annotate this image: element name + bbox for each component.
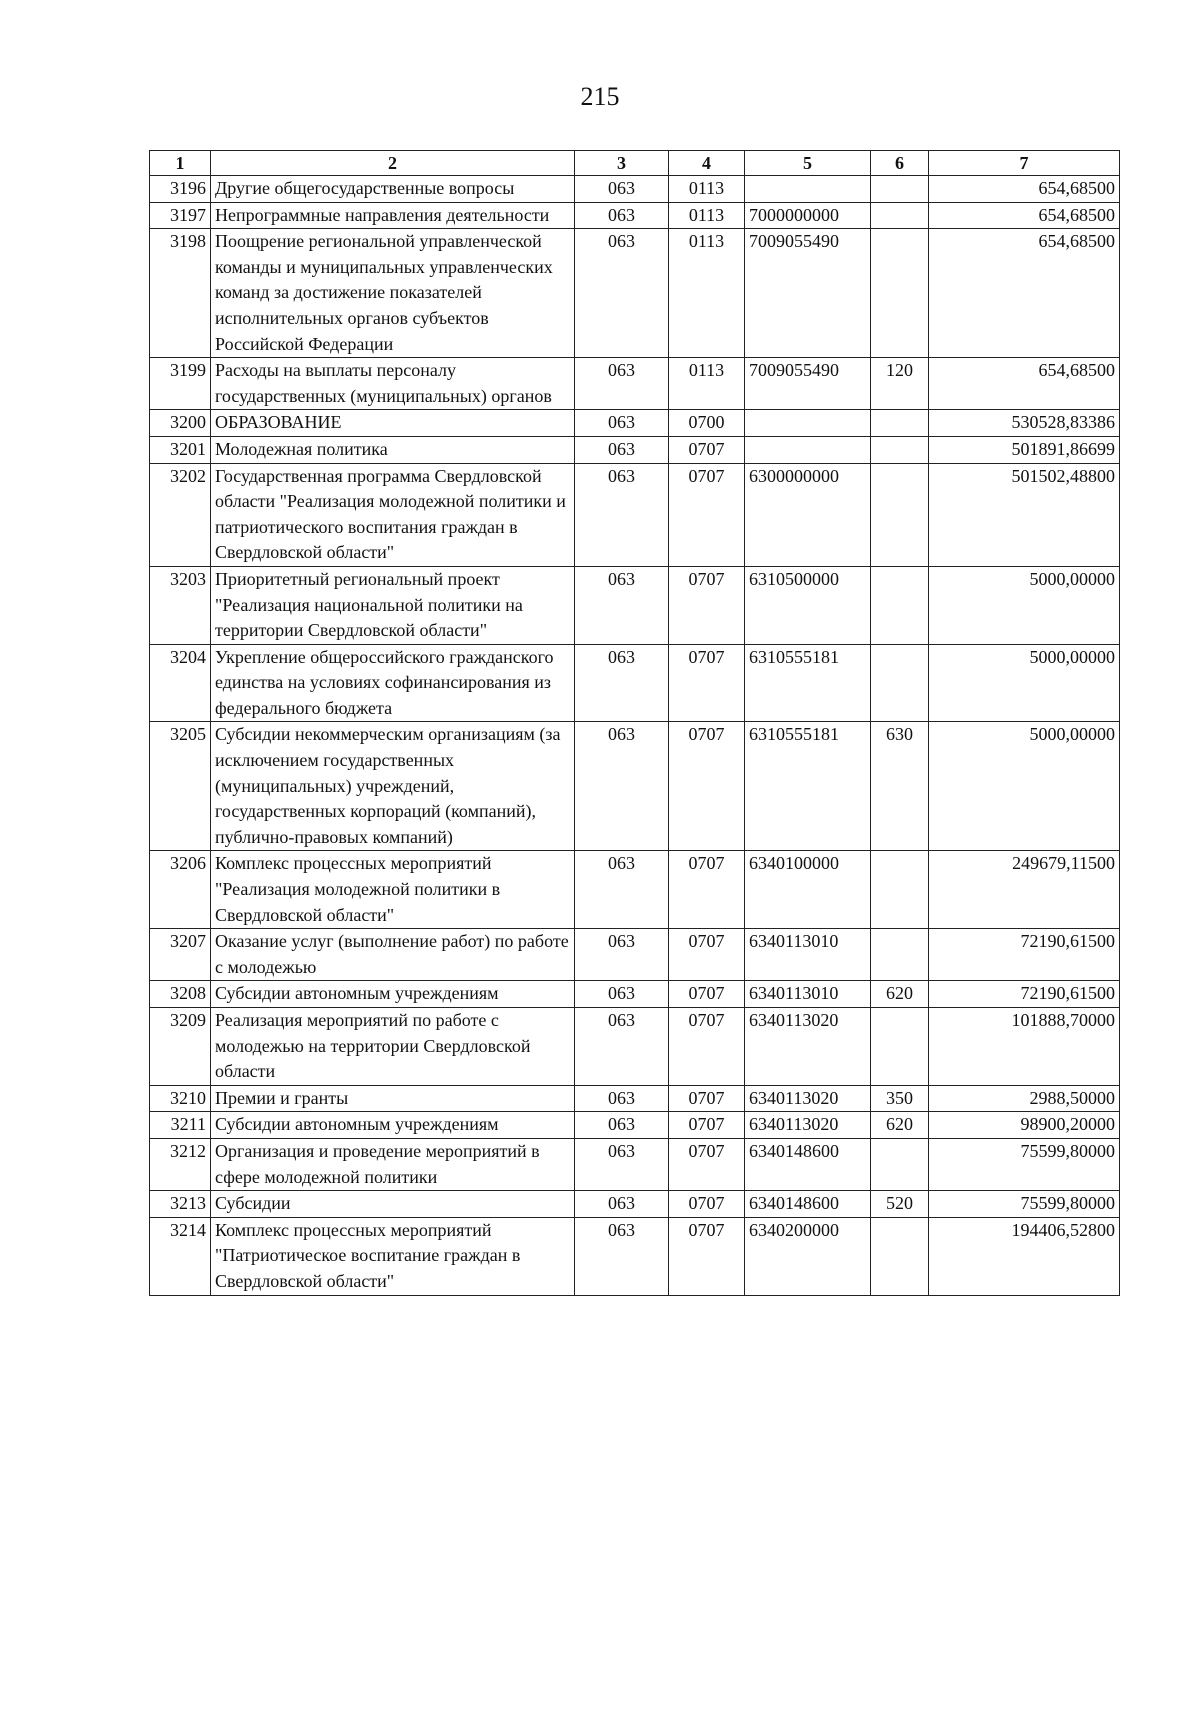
- column-header: 4: [669, 151, 745, 176]
- table-row: [150, 929, 1120, 981]
- row-number: 3196: [150, 176, 211, 203]
- table-row: [150, 202, 1120, 229]
- department-code: 063: [575, 410, 669, 437]
- target-article-code: 6310500000: [745, 566, 871, 644]
- department-code: 063: [575, 722, 669, 851]
- row-number: 3210: [150, 1085, 211, 1112]
- department-code: 063: [575, 981, 669, 1008]
- amount: 5000,00000: [929, 644, 1120, 722]
- expense-type-code: [871, 202, 929, 229]
- table-row: [150, 1112, 1120, 1139]
- table-row: [150, 722, 1120, 851]
- target-article-code: 6300000000: [745, 463, 871, 566]
- item-name: Другие общегосударственные вопросы: [211, 176, 575, 203]
- row-number: 3212: [150, 1138, 211, 1190]
- amount: 249679,11500: [929, 851, 1120, 929]
- amount: 194406,52800: [929, 1217, 1120, 1295]
- section-code: 0707: [669, 1191, 745, 1218]
- section-code: 0707: [669, 981, 745, 1008]
- department-code: 063: [575, 1191, 669, 1218]
- section-code: 0707: [669, 566, 745, 644]
- department-code: 063: [575, 202, 669, 229]
- section-code: 0707: [669, 436, 745, 463]
- table-row: [150, 981, 1120, 1008]
- row-number: 3204: [150, 644, 211, 722]
- section-code: 0113: [669, 358, 745, 410]
- section-code: 0113: [669, 176, 745, 203]
- expense-type-code: [871, 1138, 929, 1190]
- expense-type-code: [871, 176, 929, 203]
- table-row: [150, 358, 1120, 410]
- table-row: [150, 851, 1120, 929]
- expense-type-code: [871, 566, 929, 644]
- item-name: ОБРАЗОВАНИЕ: [211, 410, 575, 437]
- department-code: 063: [575, 229, 669, 358]
- department-code: 063: [575, 851, 669, 929]
- target-article-code: 6340113020: [745, 1112, 871, 1139]
- target-article-code: 6340200000: [745, 1217, 871, 1295]
- target-article-code: 6340148600: [745, 1138, 871, 1190]
- expense-type-code: 620: [871, 1112, 929, 1139]
- department-code: 063: [575, 1217, 669, 1295]
- expense-type-code: [871, 929, 929, 981]
- amount: 5000,00000: [929, 722, 1120, 851]
- item-name: Расходы на выплаты персоналу государственных (муниципальных) органов: [211, 358, 575, 410]
- target-article-code: 6340113010: [745, 929, 871, 981]
- department-code: 063: [575, 1138, 669, 1190]
- department-code: 063: [575, 463, 669, 566]
- amount: 5000,00000: [929, 566, 1120, 644]
- expense-type-code: 630: [871, 722, 929, 851]
- row-number: 3209: [150, 1008, 211, 1086]
- target-article-code: 7009055490: [745, 358, 871, 410]
- column-header: 2: [211, 151, 575, 176]
- row-number: 3207: [150, 929, 211, 981]
- department-code: 063: [575, 1112, 669, 1139]
- expense-type-code: [871, 436, 929, 463]
- page-number: 215: [580, 82, 620, 111]
- item-name: Укрепление общероссийского гражданского единства на условиях софинансирования из федерального бюджета: [211, 644, 575, 722]
- header-row: [150, 151, 1120, 176]
- row-number: 3203: [150, 566, 211, 644]
- target-article-code: 6340100000: [745, 851, 871, 929]
- item-name: Субсидии автономным учреждениям: [211, 981, 575, 1008]
- department-code: 063: [575, 929, 669, 981]
- expense-type-code: [871, 1217, 929, 1295]
- table-row: [150, 410, 1120, 437]
- expense-type-code: [871, 1008, 929, 1086]
- table-row: [150, 176, 1120, 203]
- table-row: [150, 1217, 1120, 1295]
- item-name: Субсидии: [211, 1191, 575, 1218]
- target-article-code: 7000000000: [745, 202, 871, 229]
- item-name: Приоритетный региональный проект "Реализация национальной политики на территории Свердловской области": [211, 566, 575, 644]
- row-number: 3197: [150, 202, 211, 229]
- budget-table: [149, 150, 1120, 1296]
- target-article-code: [745, 176, 871, 203]
- table-row: [150, 644, 1120, 722]
- amount: 530528,83386: [929, 410, 1120, 437]
- table-row: [150, 436, 1120, 463]
- expense-type-code: [871, 644, 929, 722]
- department-code: 063: [575, 566, 669, 644]
- amount: 98900,20000: [929, 1112, 1120, 1139]
- target-article-code: 6340113020: [745, 1008, 871, 1086]
- section-code: 0707: [669, 929, 745, 981]
- table-row: [150, 566, 1120, 644]
- target-article-code: 6340148600: [745, 1191, 871, 1218]
- expense-type-code: [871, 229, 929, 358]
- amount: 75599,80000: [929, 1191, 1120, 1218]
- row-number: 3211: [150, 1112, 211, 1139]
- table-row: [150, 1191, 1120, 1218]
- section-code: 0113: [669, 229, 745, 358]
- department-code: 063: [575, 644, 669, 722]
- row-number: 3199: [150, 358, 211, 410]
- target-article-code: [745, 436, 871, 463]
- expense-type-code: [871, 463, 929, 566]
- item-name: Реализация мероприятий по работе с молодежью на территории Свердловской области: [211, 1008, 575, 1086]
- section-code: 0707: [669, 463, 745, 566]
- item-name: Субсидии некоммерческим организациям (за исключением государственных (муниципальных) учреждений, государственных корпораций (компаний), публично-правовых компаний): [211, 722, 575, 851]
- item-name: Поощрение региональной управленческой команды и муниципальных управленческих команд за достижение показателей исполнительных органов субъектов Российской Федерации: [211, 229, 575, 358]
- row-number: 3208: [150, 981, 211, 1008]
- target-article-code: 7009055490: [745, 229, 871, 358]
- amount: 654,68500: [929, 202, 1120, 229]
- table-row: [150, 1085, 1120, 1112]
- column-header: 7: [929, 151, 1120, 176]
- amount: 654,68500: [929, 229, 1120, 358]
- target-article-code: 6340113020: [745, 1085, 871, 1112]
- section-code: 0707: [669, 851, 745, 929]
- amount: 2988,50000: [929, 1085, 1120, 1112]
- item-name: Комплекс процессных мероприятий "Патриотическое воспитание граждан в Свердловской области": [211, 1217, 575, 1295]
- item-name: Молодежная политика: [211, 436, 575, 463]
- section-code: 0707: [669, 1217, 745, 1295]
- department-code: 063: [575, 1085, 669, 1112]
- column-header: 1: [150, 151, 211, 176]
- item-name: Оказание услуг (выполнение работ) по работе с молодежью: [211, 929, 575, 981]
- department-code: 063: [575, 1008, 669, 1086]
- expense-type-code: 520: [871, 1191, 929, 1218]
- row-number: 3198: [150, 229, 211, 358]
- item-name: Комплекс процессных мероприятий "Реализация молодежной политики в Свердловской области": [211, 851, 575, 929]
- department-code: 063: [575, 176, 669, 203]
- row-number: 3214: [150, 1217, 211, 1295]
- row-number: 3206: [150, 851, 211, 929]
- table-row: [150, 1008, 1120, 1086]
- expense-type-code: 350: [871, 1085, 929, 1112]
- item-name: Субсидии автономным учреждениям: [211, 1112, 575, 1139]
- section-code: 0707: [669, 1138, 745, 1190]
- expense-type-code: [871, 851, 929, 929]
- amount: 501891,86699: [929, 436, 1120, 463]
- section-code: 0700: [669, 410, 745, 437]
- table-row: [150, 463, 1120, 566]
- amount: 654,68500: [929, 358, 1120, 410]
- amount: 101888,70000: [929, 1008, 1120, 1086]
- section-code: 0707: [669, 1112, 745, 1139]
- target-article-code: 6340113010: [745, 981, 871, 1008]
- target-article-code: [745, 410, 871, 437]
- section-code: 0707: [669, 1008, 745, 1086]
- column-header: 6: [871, 151, 929, 176]
- amount: 72190,61500: [929, 981, 1120, 1008]
- section-code: 0707: [669, 1085, 745, 1112]
- department-code: 063: [575, 436, 669, 463]
- item-name: Организация и проведение мероприятий в сфере молодежной политики: [211, 1138, 575, 1190]
- expense-type-code: 120: [871, 358, 929, 410]
- item-name: Премии и гранты: [211, 1085, 575, 1112]
- row-number: 3202: [150, 463, 211, 566]
- target-article-code: 6310555181: [745, 722, 871, 851]
- row-number: 3200: [150, 410, 211, 437]
- expense-type-code: 620: [871, 981, 929, 1008]
- row-number: 3205: [150, 722, 211, 851]
- amount: 75599,80000: [929, 1138, 1120, 1190]
- section-code: 0113: [669, 202, 745, 229]
- table-row: [150, 229, 1120, 358]
- row-number: 3201: [150, 436, 211, 463]
- section-code: 0707: [669, 644, 745, 722]
- column-header: 3: [575, 151, 669, 176]
- item-name: Государственная программа Свердловской области "Реализация молодежной политики и патриотического воспитания граждан в Свердловской области": [211, 463, 575, 566]
- amount: 654,68500: [929, 176, 1120, 203]
- target-article-code: 6310555181: [745, 644, 871, 722]
- section-code: 0707: [669, 722, 745, 851]
- expense-type-code: [871, 410, 929, 437]
- amount: 501502,48800: [929, 463, 1120, 566]
- column-header: 5: [745, 151, 871, 176]
- department-code: 063: [575, 358, 669, 410]
- table-row: [150, 1138, 1120, 1190]
- row-number: 3213: [150, 1191, 211, 1218]
- amount: 72190,61500: [929, 929, 1120, 981]
- item-name: Непрограммные направления деятельности: [211, 202, 575, 229]
